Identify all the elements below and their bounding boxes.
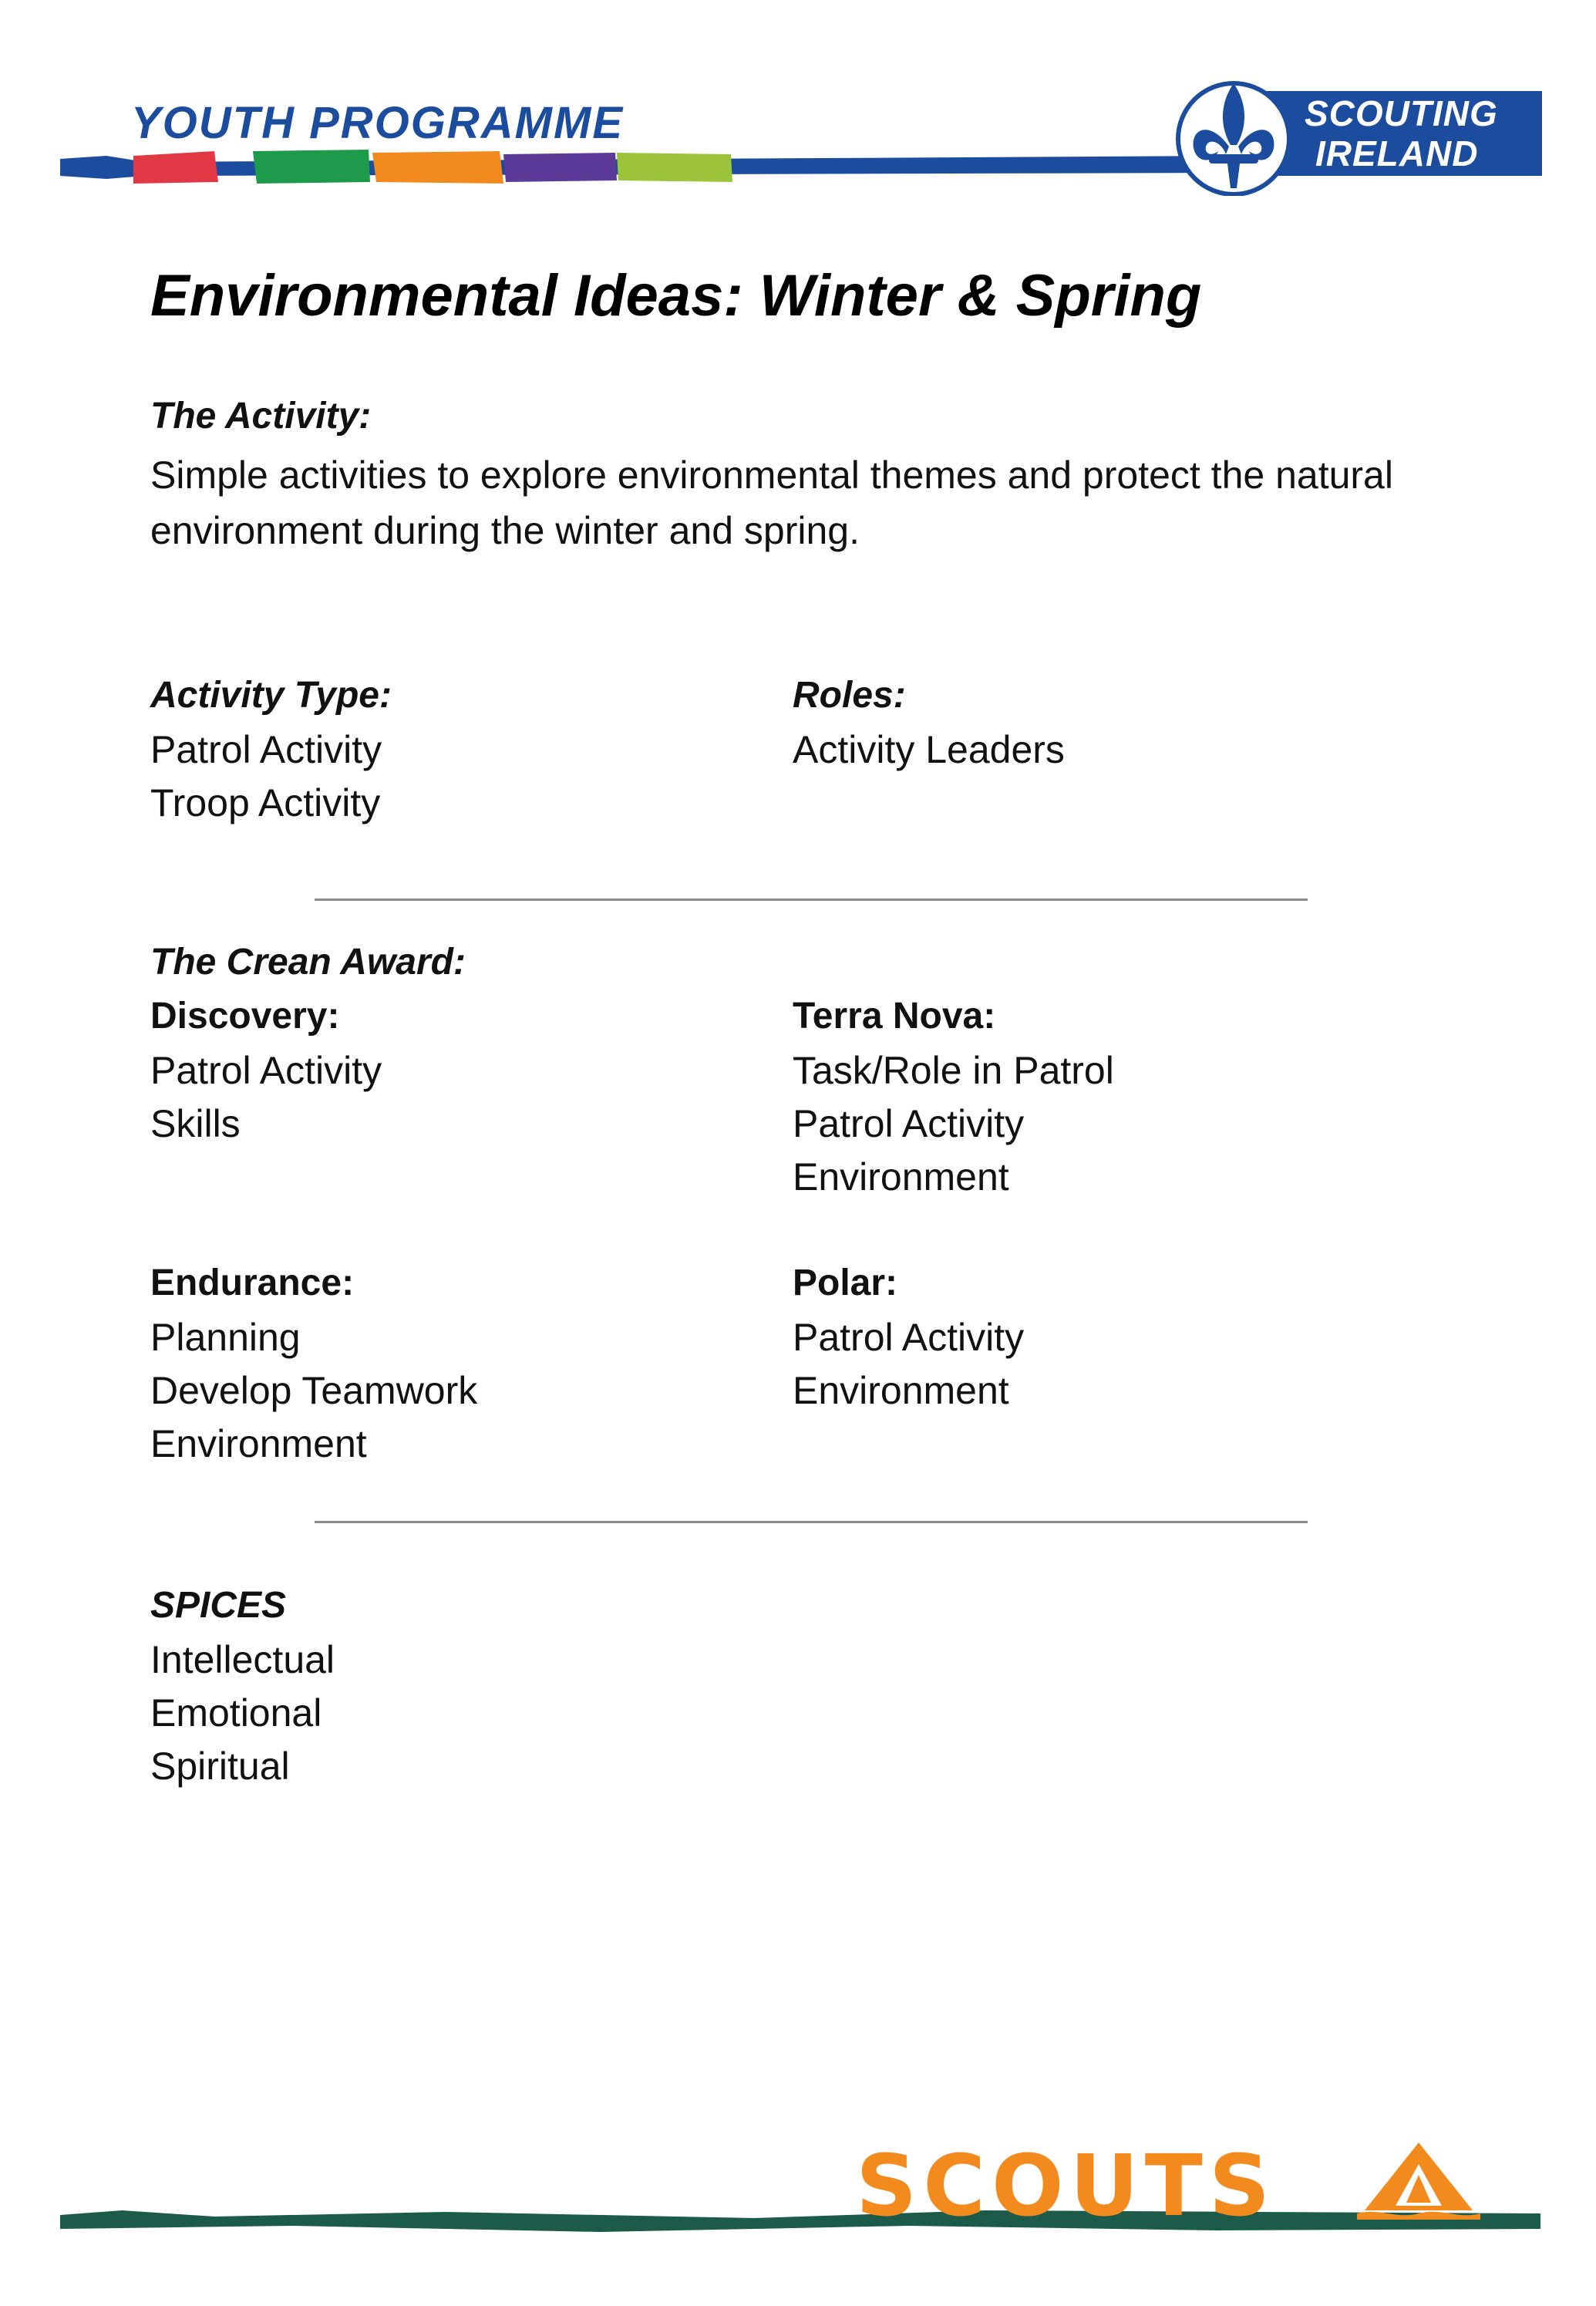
list-item: Activity Leaders (793, 728, 1065, 771)
roles-label: Roles: (793, 675, 906, 716)
list-item: Emotional (150, 1691, 322, 1735)
list-item: Patrol Activity (793, 1316, 1025, 1359)
terra-nova-label: Terra Nova: (793, 996, 996, 1037)
list-item: Troop Activity (150, 781, 381, 824)
list-item: Spiritual (150, 1745, 290, 1788)
list-item: Planning (150, 1316, 301, 1359)
polar-label: Polar: (793, 1263, 898, 1303)
list-item: Environment (793, 1369, 1009, 1412)
spices-label: SPICES (150, 1585, 287, 1626)
scouting-ireland-logo (1172, 65, 1542, 196)
page-title: Environmental Ideas: Winter & Spring (150, 263, 1202, 329)
roles-list (793, 723, 1065, 777)
activity-label: The Activity: (150, 396, 372, 437)
list-item: Skills (150, 1102, 241, 1145)
list-item: Patrol Activity (150, 728, 382, 771)
crean-award-label: The Crean Award: (150, 942, 466, 983)
footer-strip (60, 2198, 1540, 2244)
logo-text-scouting: SCOUTING (1305, 93, 1498, 133)
youth-programme-title: YOUTH PROGRAMME (131, 98, 624, 148)
activity-type-label: Activity Type: (150, 675, 392, 716)
list-item: Patrol Activity (150, 1049, 382, 1092)
discovery-list (150, 1044, 382, 1151)
polar-list (793, 1311, 1024, 1418)
list-item: Environment (793, 1155, 1009, 1199)
list-item: Task/Role in Patrol (793, 1049, 1114, 1092)
tent-icon (1357, 2136, 1480, 2221)
list-item: Develop Teamwork (150, 1369, 478, 1412)
activity-type-list (150, 723, 382, 830)
fleur-de-lis-icon (1187, 80, 1280, 196)
scouts-wordmark: SCOUTS (856, 2136, 1277, 2235)
activity-description: Simple activities to explore environmental themes and protect the natural environment during the winter and spring. (150, 453, 1393, 552)
logo-text-ireland: IRELAND (1315, 133, 1479, 174)
terra-nova-list (793, 1044, 1114, 1204)
list-item: Intellectual (150, 1638, 335, 1681)
divider (315, 898, 1308, 901)
endurance-label: Endurance: (150, 1263, 355, 1303)
endurance-list (150, 1311, 477, 1471)
list-item: Environment (150, 1422, 367, 1465)
divider (315, 1521, 1308, 1523)
discovery-label: Discovery: (150, 996, 340, 1037)
list-item: Patrol Activity (793, 1102, 1025, 1145)
spices-list (150, 1633, 335, 1793)
